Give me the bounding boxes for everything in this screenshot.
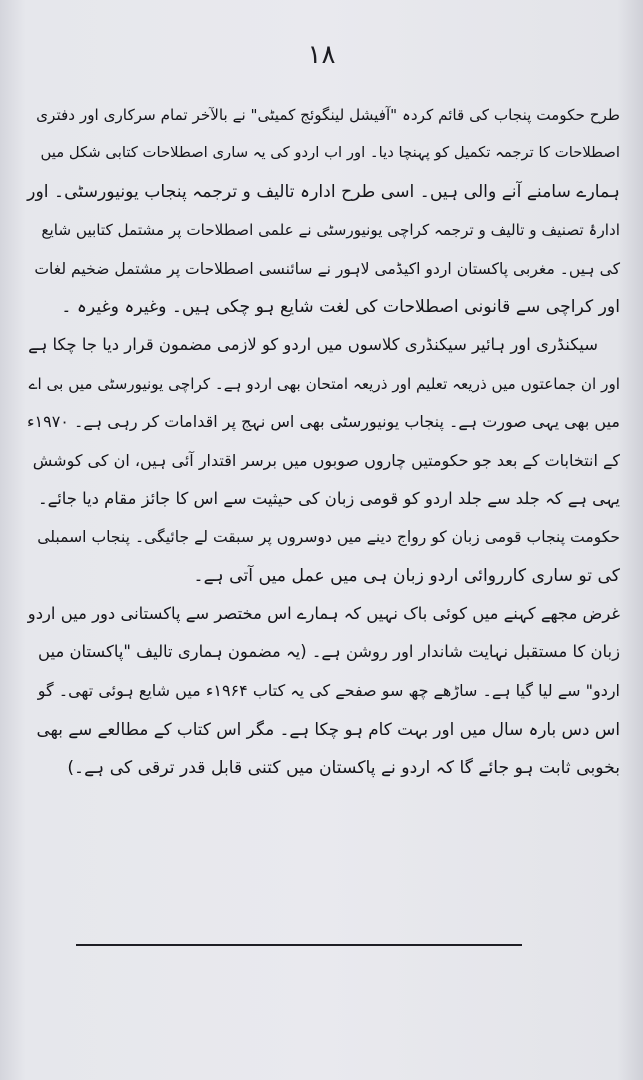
text-line: کی تو ساری کارروائی اردو زبان ہی میں عمل میں آتی ہے۔ — [193, 565, 620, 586]
text-line: بخوبی ثابت ہو جائے گا کہ اردو نے پاکستان میں کتنی قابل قدر ترقی کی ہے۔) — [67, 757, 620, 778]
footer-divider — [76, 944, 522, 946]
text-line: ادارۂ تصنیف و تالیف و ترجمہ کراچی یونیورسٹی نے علمی اصطلاحات پر مشتمل کتابیں شایع — [41, 221, 620, 240]
text-line: یہی ہے کہ جلد سے جلد اردو کو قومی زبان کی حیثیت سے اس کا جائز مقام دیا جائے۔ — [37, 488, 620, 508]
text-line: کی ہیں۔ مغربی پاکستان اردو اکیڈمی لاہور نے سائنسی اصطلاحات پر مشتمل ضخیم لغات — [34, 259, 620, 278]
text-line: اردو" سے لیا گیا ہے۔ ساڑھے چھ سو صفحے کی یہ کتاب ۱۹۶۴ء میں شایع ہوئی تھی۔ گو — [37, 680, 620, 700]
page-number: ۱۸ — [307, 40, 336, 70]
text-line: اور کراچی سے قانونی اصطلاحات کی لغت شایع ہو چکی ہیں۔ وغیرہ وغیرہ ۔ — [61, 296, 620, 317]
text-line: ہمارے سامنے آنے والی ہیں۔ اسی طرح ادارہ تالیف و ترجمہ پنجاب یونیورسٹی۔ اور — [27, 181, 620, 202]
text-line: طرح حکومت پنجاب کی قائم کردہ "آفیشل لینگوئج کمیٹی" نے بالآخر تمام سرکاری اور دفتری — [36, 106, 620, 124]
text-line: اصطلاحات کا ترجمہ تکمیل کو پہنچا دیا۔ اور اب اردو کی یہ ساری اصطلاحات کتابی شکل میں — [40, 144, 620, 162]
text-line: اس دس بارہ سال میں اور بہت کام ہو چکا ہے۔ مگر اس کتاب کے مطالعے سے بھی — [36, 719, 620, 740]
text-line: میں بھی یہی صورت ہے۔ پنجاب یونیورسٹی بھی اس نہج پر اقدامات کر رہی ہے۔ ۱۹۷۰ء — [26, 412, 620, 432]
text-line: حکومت پنجاب قومی زبان کو رواج دینے میں دوسروں پر سبقت لے جائیگی۔ پنجاب اسمبلی — [37, 528, 620, 547]
text-line: سیکنڈری اور ہائیر سیکنڈری کلاسوں میں اردو کو لازمی مضمون قرار دیا جا چکا ہے — [28, 335, 598, 355]
text-line: غرض مجھے کہنے میں کوئی باک نہیں کہ ہمارے اس مختصر سے پاکستانی دور میں اردو — [27, 604, 620, 624]
text-line: اور ان جماعتوں میں ذریعہ تعلیم اور ذریعہ امتحان بھی اردو ہے۔ کراچی یونیورسٹی میں بی اے — [28, 374, 620, 393]
text-line: زبان کا مستقبل نہایت شاندار اور روشن ہے۔ (یہ مضمون ہماری تالیف "پاکستان میں — [38, 642, 620, 662]
body-text — [28, 96, 620, 787]
text-line: کے انتخابات کے بعد جو حکومتیں چاروں صوبوں میں برسر اقتدار آئی ہیں، ان کی کوشش — [32, 450, 620, 470]
